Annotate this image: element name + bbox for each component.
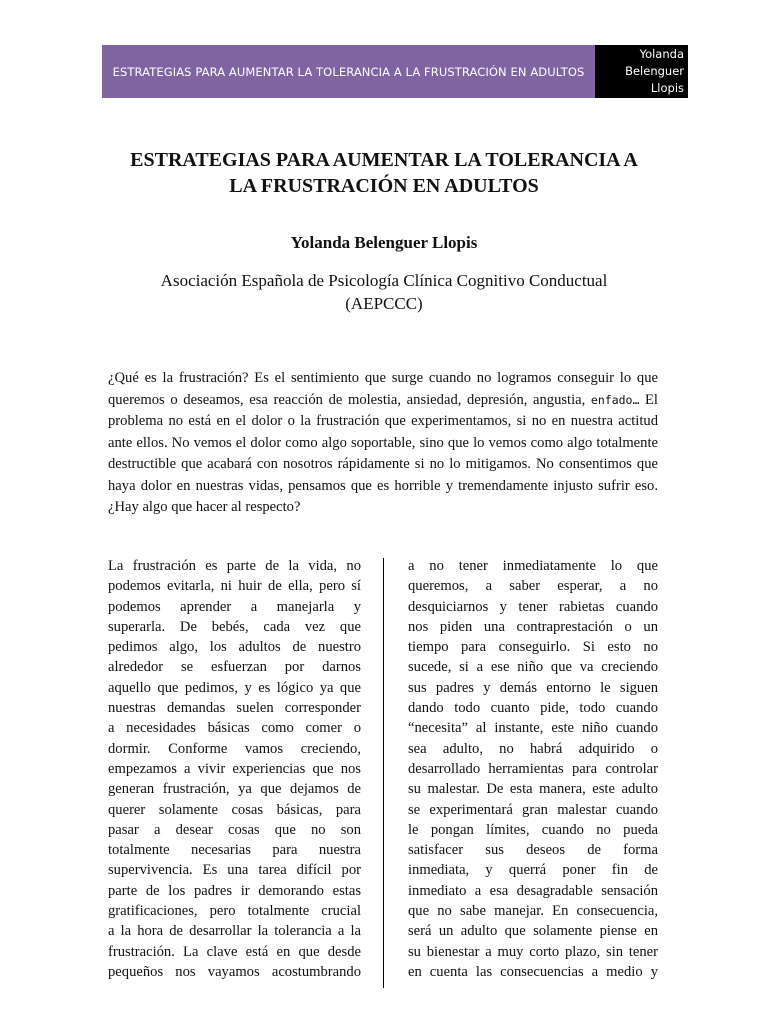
body-text-line: nos piden una contraprestación o un <box>408 618 658 635</box>
body-text-line: superarla. De bebés, cada vez que <box>108 618 361 635</box>
body-text-line: totalmente necesarias para nuestra <box>108 842 361 859</box>
body-text-line: será un adulto que solamente piense en <box>408 923 658 940</box>
body-text-line: inmediato a esa desagradable sensación <box>408 882 658 899</box>
title-line: LA FRUSTRACIÓN EN ADULTOS <box>229 175 539 197</box>
body-text-line: generan frustración, ya que dejamos de <box>108 781 361 798</box>
affiliation-line: (AEPCCC) <box>345 294 423 313</box>
body-text-line: se experimentará gran malestar cuando <box>408 801 658 818</box>
header-author-line: Belenguer <box>625 64 684 78</box>
body-text-line: alrededor se esfuerzan por darnos <box>108 659 361 676</box>
body-text-line: podemos aprender a manejarla y <box>108 598 361 615</box>
running-header <box>102 45 595 98</box>
abstract-paragraph <box>108 368 658 519</box>
header-author-line: Yolanda <box>639 47 684 61</box>
body-text-line: en cuenta las consecuencias a medio y <box>408 963 658 980</box>
body-text-line: desquiciarnos y tener rabietas cuando <box>408 598 658 615</box>
body-text-line: tiempo para conseguirlo. Si esto no <box>408 639 658 656</box>
header-author-box <box>595 45 688 98</box>
body-text-line: supervivencia. Es una tarea difícil por <box>108 862 361 879</box>
body-text-line: inmediata, y querrá poner fin de <box>408 862 658 879</box>
body-text-line: pasar a desear cosas que no son <box>108 821 361 838</box>
body-text-line: a no tener inmediatamente lo que <box>408 558 658 574</box>
body-text-line: le pongan límites, cuando no pueda <box>408 821 658 838</box>
body-column-right <box>408 556 658 982</box>
body-text-line: sucede, si a ese niño que va creciendo <box>408 659 658 676</box>
body-text-line: que no sabe manejar. En consecuencia, <box>408 903 658 920</box>
body-text-line: a la hora de desarrollar la tolerancia a la <box>108 923 361 940</box>
body-text-line: pequeños nos vayamos acostumbrando <box>108 963 361 980</box>
abstract-text: ¿Qué es la frustración? Es el sentimiento que surge cuando no logramos conseguir lo que queremos o deseamos, esa reacción de molestia, ansiedad, depresión, angustia, <box>108 370 658 408</box>
body-text-line: satisfacer sus deseos de forma <box>408 842 658 859</box>
author-name: Yolanda Belenguer Llopis <box>290 233 478 252</box>
affiliation-line: Asociación Española de Psicología Clínica Cognitivo Conductual <box>160 271 608 290</box>
body-text-line: su bienestar a muy corto plazo, sin tener <box>408 943 658 960</box>
affiliation <box>100 269 668 315</box>
abstract-mono-word: enfado… <box>590 392 640 407</box>
body-text-line: desarrollado herramientas para controlar <box>408 760 658 777</box>
body-text-line: podemos evitarla, ni huir de ella, pero sí <box>108 578 361 595</box>
body-text-line: nuestras demandas suelen corresponder <box>108 700 361 717</box>
body-column-left <box>108 556 361 982</box>
body-text-line: pedimos algo, los adultos de nuestro <box>108 639 361 656</box>
body-text-line: dormir. Conforme vamos creciendo, <box>108 740 361 757</box>
body-text-line: parte de los padres ir demorando estas <box>108 882 361 899</box>
body-text-line: querer solamente cosas básicas, para <box>108 801 361 818</box>
header-author-line: Llopis <box>650 81 684 95</box>
body-text-line: La frustración es parte de la vida, no <box>108 558 361 574</box>
title-line: ESTRATEGIAS PARA AUMENTAR LA TOLERANCIA A <box>130 149 638 171</box>
abstract-text: El problema no está en el dolor o la frustración que experimentamos, si no en nuestra actitud ante ellos. No vemos el dolor como algo soportable, sino que lo vemos como algo totalmente destructible que acabará con nosotros rápidamente si no lo mitigamos. No consentimos que haya dolor en nuestras vidas, pensamos que es horrible y tremendamente injusto sufrir eso. ¿Hay algo que hacer al respecto? <box>108 391 658 515</box>
body-text-line: frustración. La clave está en que desde <box>108 943 361 960</box>
running-title: ESTRATEGIAS PARA AUMENTAR LA TOLERANCIA A LA FRUSTRACIÓN EN ADULTOS <box>112 64 585 79</box>
body-text-line: a necesidades básicas como comer o <box>108 720 361 737</box>
body-text-line: sus padres y demás entorno le siguen <box>408 679 658 696</box>
body-text-line: queremos, a saber esperar, a no <box>408 578 658 595</box>
column-divider <box>383 558 384 988</box>
body-text-line: sea adulto, no habrá adquirido o <box>408 740 658 757</box>
body-text-line: aquello que pedimos, y es lógico ya que <box>108 679 361 696</box>
body-text-line: su malestar. De esta manera, este adulto <box>408 781 658 798</box>
document-title <box>100 147 668 199</box>
body-text-line: dando todo cuanto pide, todo cuando <box>408 700 658 717</box>
body-text-line: “necesita” al instante, este niño cuando <box>408 720 658 737</box>
body-text-line: empezamos a vivir experiencias que nos <box>108 760 361 777</box>
body-text-line: gratificaciones, pero totalmente crucial <box>108 903 361 920</box>
